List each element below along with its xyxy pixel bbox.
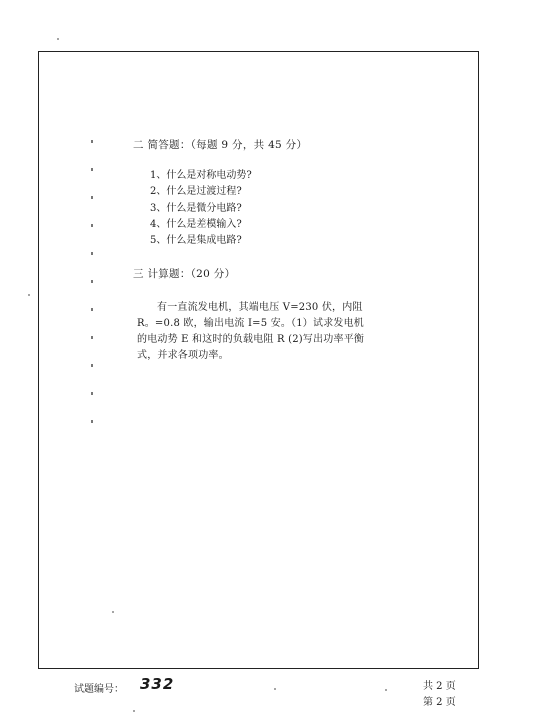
problem-line: 的电动势 E 和这时的负载电阻 R (2)写出功率平衡 [137,334,365,345]
question-item: 2、什么是过渡过程? [150,186,242,197]
exam-number-label: 试题编号： [74,684,124,695]
scan-speck [112,611,114,613]
binding-mark [91,336,93,339]
problem-line: 式，并求各项功率。 [137,350,229,361]
binding-mark [91,196,93,199]
binding-mark [91,224,93,227]
binding-mark [91,140,93,143]
binding-mark [91,308,93,311]
question-item: 3、什么是微分电路? [150,203,242,214]
scan-speck [274,688,276,690]
section-two-title: 二 简答题：（每题 9 分，共 45 分） [133,139,308,151]
exam-number: 332 [140,675,175,693]
binding-mark [91,420,93,423]
total-pages: 共 2 页 [423,681,456,692]
problem-line: 有一直流发电机，其端电压 V=230 伏，内阻 [157,302,363,313]
binding-mark [91,280,93,283]
scan-speck [385,689,387,691]
question-item: 1、什么是对称电动势? [150,170,252,181]
current-page: 第 2 页 [423,697,456,708]
question-item: 4、什么是差模输入? [150,219,242,230]
binding-mark [91,168,93,171]
section-three-title: 三 计算题：（20 分） [133,268,236,280]
question-item: 5、什么是集成电路? [150,235,242,246]
binding-mark [91,364,93,367]
scan-speck [133,710,135,712]
scan-speck [28,294,30,296]
binding-mark [91,252,93,255]
scan-speck [57,38,59,40]
binding-mark [91,392,93,395]
problem-line: R。=0.8 欧，输出电流 I=5 安。（1）试求发电机 [137,318,365,329]
